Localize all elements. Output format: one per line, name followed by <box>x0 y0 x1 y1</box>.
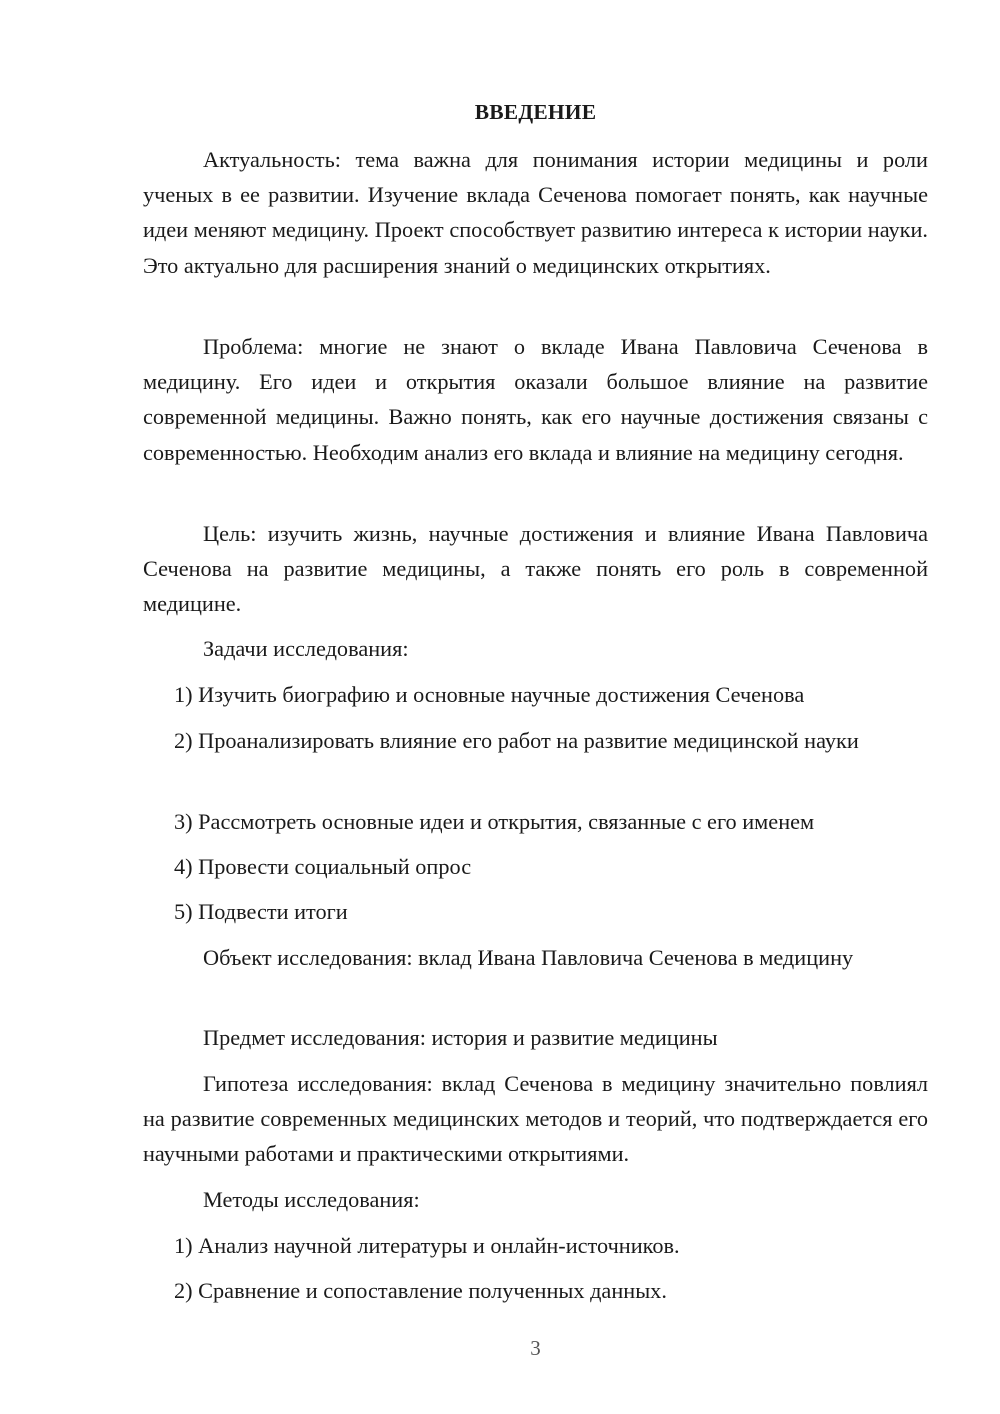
paragraph-actuality: Актуальность: тема важна для понимания истории медицины и роли ученых в ее развитии. Изучение вклада Сеченова помогает понять, как научные идеи меняют медицину. Проект способствует развитию интереса к истории науки. Это актуально для расширения знаний о медицинских открытиях. <box>143 147 928 278</box>
document-page <box>143 0 928 1414</box>
paragraph-goal: Цель: изучить жизнь, научные достижения и влияние Ивана Павловича Сеченова на развитие медицины, а также понять его роль в современной медицине. <box>143 521 928 617</box>
method-item-2: 2) Сравнение и сопоставление полученных данных. <box>174 1278 667 1303</box>
section-title: ВВЕДЕНИЕ <box>474 100 597 124</box>
paragraph-problem: Проблема: многие не знают о вкладе Ивана Павловича Сеченова в медицину. Его идеи и открытия оказали большое влияние на развитие современной медицины. Важно понять, как его научные достижения связаны с современностью. Необходим анализ его вклада и влияние на медицину сегодня. <box>143 334 928 465</box>
task-item-2: 2) Проанализировать влияние его работ на развитие медицинской науки <box>174 728 859 753</box>
task-item-3: 3) Рассмотреть основные идеи и открытия, связанные с его именем <box>174 809 815 834</box>
tasks-heading: Задачи исследования: <box>203 636 409 661</box>
task-item-5: 5) Подвести итоги <box>174 899 348 924</box>
paragraph-object: Объект исследования: вклад Ивана Павловича Сеченова в медицину <box>203 945 854 970</box>
methods-heading: Методы исследования: <box>203 1187 420 1212</box>
paragraph-subject: Предмет исследования: история и развитие медицины <box>203 1025 718 1050</box>
task-item-1: 1) Изучить биографию и основные научные достижения Сеченова <box>174 682 805 707</box>
paragraph-hypothesis: Гипотеза исследования: вклад Сеченова в медицину значительно повлиял на развитие современных медицинских методов и теорий, что подтверждается его научными работами и практическими открытиями. <box>143 1071 928 1167</box>
task-item-4: 4) Провести социальный опрос <box>174 854 472 879</box>
page-number: 3 <box>530 1336 541 1360</box>
method-item-1: 1) Анализ научной литературы и онлайн-источников. <box>174 1233 680 1258</box>
